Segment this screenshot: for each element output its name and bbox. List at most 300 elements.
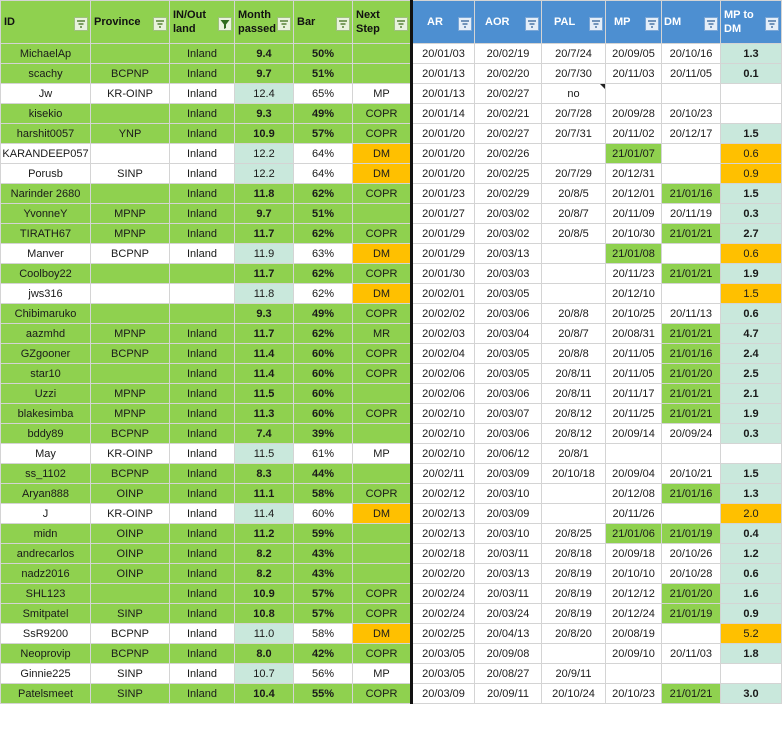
cell-aor[interactable]: 20/03/05 bbox=[475, 344, 542, 364]
cell-mp[interactable]: 20/08/19 bbox=[606, 624, 662, 644]
filter-active-icon[interactable] bbox=[218, 17, 232, 31]
cell-id[interactable]: Narinder 2680 bbox=[1, 184, 91, 204]
cell-mpdm[interactable]: 3.0 bbox=[721, 684, 782, 704]
cell-province[interactable]: SINP bbox=[91, 164, 170, 184]
cell-inout[interactable]: Inland bbox=[170, 464, 235, 484]
cell-ar[interactable]: 20/02/06 bbox=[412, 364, 475, 384]
cell-bar[interactable]: 39% bbox=[294, 424, 353, 444]
cell-pal[interactable]: 20/8/8 bbox=[542, 304, 606, 324]
cell-bar[interactable]: 62% bbox=[294, 184, 353, 204]
cell-month[interactable]: 12.2 bbox=[235, 144, 294, 164]
cell-ar[interactable]: 20/02/13 bbox=[412, 504, 475, 524]
cell-pal[interactable]: 20/7/28 bbox=[542, 104, 606, 124]
cell-pal[interactable]: 20/8/11 bbox=[542, 384, 606, 404]
cell-inout[interactable]: Inland bbox=[170, 404, 235, 424]
cell-id[interactable]: TIRATH67 bbox=[1, 224, 91, 244]
cell-mp[interactable]: 21/01/07 bbox=[606, 144, 662, 164]
cell-mp[interactable]: 20/12/24 bbox=[606, 604, 662, 624]
cell-next[interactable] bbox=[353, 464, 412, 484]
cell-aor[interactable]: 20/09/08 bbox=[475, 644, 542, 664]
cell-aor[interactable]: 20/02/20 bbox=[475, 64, 542, 84]
column-header-inout[interactable] bbox=[170, 1, 235, 44]
cell-dm[interactable]: 21/01/16 bbox=[662, 344, 721, 364]
cell-month[interactable]: 9.4 bbox=[235, 44, 294, 64]
column-header-pal[interactable] bbox=[542, 1, 606, 44]
cell-inout[interactable]: Inland bbox=[170, 84, 235, 104]
cell-bar[interactable]: 57% bbox=[294, 604, 353, 624]
cell-bar[interactable]: 60% bbox=[294, 404, 353, 424]
filter-dropdown-icon[interactable] bbox=[458, 17, 472, 31]
cell-bar[interactable]: 57% bbox=[294, 124, 353, 144]
cell-id[interactable]: Coolboy22 bbox=[1, 264, 91, 284]
cell-ar[interactable]: 20/02/03 bbox=[412, 324, 475, 344]
cell-dm[interactable]: 20/10/16 bbox=[662, 44, 721, 64]
cell-next[interactable]: COPR bbox=[353, 224, 412, 244]
cell-mp[interactable]: 20/11/05 bbox=[606, 344, 662, 364]
cell-province[interactable]: KR-OINP bbox=[91, 444, 170, 464]
cell-ar[interactable]: 20/01/03 bbox=[412, 44, 475, 64]
cell-dm[interactable] bbox=[662, 504, 721, 524]
cell-bar[interactable]: 57% bbox=[294, 584, 353, 604]
cell-month[interactable]: 11.0 bbox=[235, 624, 294, 644]
cell-dm[interactable] bbox=[662, 664, 721, 684]
cell-mp[interactable]: 20/11/23 bbox=[606, 264, 662, 284]
cell-aor[interactable]: 20/03/02 bbox=[475, 224, 542, 244]
cell-mpdm[interactable]: 2.1 bbox=[721, 384, 782, 404]
cell-month[interactable]: 11.5 bbox=[235, 444, 294, 464]
cell-aor[interactable]: 20/02/21 bbox=[475, 104, 542, 124]
cell-id[interactable]: YvonneY bbox=[1, 204, 91, 224]
cell-aor[interactable]: 20/03/06 bbox=[475, 384, 542, 404]
cell-bar[interactable]: 60% bbox=[294, 504, 353, 524]
cell-id[interactable]: Aryan888 bbox=[1, 484, 91, 504]
cell-dm[interactable]: 21/01/21 bbox=[662, 384, 721, 404]
cell-month[interactable]: 9.3 bbox=[235, 304, 294, 324]
cell-aor[interactable]: 20/02/27 bbox=[475, 124, 542, 144]
cell-inout[interactable]: Inland bbox=[170, 144, 235, 164]
cell-next[interactable]: DM bbox=[353, 624, 412, 644]
cell-inout[interactable]: Inland bbox=[170, 64, 235, 84]
cell-dm[interactable] bbox=[662, 284, 721, 304]
cell-next[interactable]: MR bbox=[353, 324, 412, 344]
cell-next[interactable] bbox=[353, 524, 412, 544]
cell-inout[interactable]: Inland bbox=[170, 624, 235, 644]
cell-ar[interactable]: 20/02/24 bbox=[412, 604, 475, 624]
cell-mp[interactable]: 20/10/25 bbox=[606, 304, 662, 324]
cell-mp[interactable]: 20/11/17 bbox=[606, 384, 662, 404]
cell-id[interactable]: ss_1102 bbox=[1, 464, 91, 484]
cell-aor[interactable]: 20/06/12 bbox=[475, 444, 542, 464]
cell-aor[interactable]: 20/03/05 bbox=[475, 364, 542, 384]
cell-mpdm[interactable]: 0.6 bbox=[721, 304, 782, 324]
cell-mp[interactable]: 21/01/08 bbox=[606, 244, 662, 264]
cell-month[interactable]: 10.9 bbox=[235, 124, 294, 144]
cell-next[interactable] bbox=[353, 424, 412, 444]
cell-mp[interactable]: 20/12/12 bbox=[606, 584, 662, 604]
cell-dm[interactable]: 21/01/21 bbox=[662, 684, 721, 704]
cell-mpdm[interactable]: 0.3 bbox=[721, 204, 782, 224]
cell-mpdm[interactable]: 1.5 bbox=[721, 124, 782, 144]
cell-next[interactable]: COPR bbox=[353, 124, 412, 144]
cell-inout[interactable]: Inland bbox=[170, 244, 235, 264]
cell-pal[interactable]: 20/8/5 bbox=[542, 224, 606, 244]
column-header-id[interactable] bbox=[1, 1, 91, 44]
cell-mpdm[interactable]: 2.7 bbox=[721, 224, 782, 244]
cell-mp[interactable]: 20/09/28 bbox=[606, 104, 662, 124]
cell-next[interactable]: DM bbox=[353, 244, 412, 264]
column-header-month[interactable] bbox=[235, 1, 294, 44]
cell-ar[interactable]: 20/02/11 bbox=[412, 464, 475, 484]
cell-province[interactable]: BCPNP bbox=[91, 644, 170, 664]
cell-month[interactable]: 8.0 bbox=[235, 644, 294, 664]
cell-bar[interactable]: 50% bbox=[294, 44, 353, 64]
cell-bar[interactable]: 62% bbox=[294, 324, 353, 344]
cell-aor[interactable]: 20/03/11 bbox=[475, 584, 542, 604]
column-header-dm[interactable] bbox=[662, 1, 721, 44]
column-header-bar[interactable] bbox=[294, 1, 353, 44]
cell-id[interactable]: KARANDEEP057 bbox=[1, 144, 91, 164]
cell-next[interactable] bbox=[353, 44, 412, 64]
cell-id[interactable]: aazmhd bbox=[1, 324, 91, 344]
cell-ar[interactable]: 20/02/13 bbox=[412, 524, 475, 544]
cell-bar[interactable]: 64% bbox=[294, 164, 353, 184]
cell-ar[interactable]: 20/01/13 bbox=[412, 84, 475, 104]
cell-dm[interactable]: 20/10/26 bbox=[662, 544, 721, 564]
cell-id[interactable]: SHL123 bbox=[1, 584, 91, 604]
filter-dropdown-icon[interactable] bbox=[153, 17, 167, 31]
cell-dm[interactable]: 20/12/17 bbox=[662, 124, 721, 144]
cell-month[interactable]: 7.4 bbox=[235, 424, 294, 444]
cell-inout[interactable] bbox=[170, 284, 235, 304]
cell-pal[interactable]: 20/8/19 bbox=[542, 584, 606, 604]
cell-mpdm[interactable]: 2.4 bbox=[721, 344, 782, 364]
cell-province[interactable]: BCPNP bbox=[91, 344, 170, 364]
cell-ar[interactable]: 20/02/10 bbox=[412, 444, 475, 464]
cell-inout[interactable] bbox=[170, 304, 235, 324]
cell-province[interactable]: YNP bbox=[91, 124, 170, 144]
cell-bar[interactable]: 43% bbox=[294, 544, 353, 564]
cell-aor[interactable]: 20/03/13 bbox=[475, 244, 542, 264]
cell-dm[interactable] bbox=[662, 444, 721, 464]
cell-province[interactable] bbox=[91, 264, 170, 284]
cell-mp[interactable]: 20/11/05 bbox=[606, 364, 662, 384]
cell-mpdm[interactable]: 1.5 bbox=[721, 184, 782, 204]
cell-inout[interactable]: Inland bbox=[170, 124, 235, 144]
cell-mp[interactable]: 20/10/10 bbox=[606, 564, 662, 584]
filter-dropdown-icon[interactable] bbox=[765, 17, 779, 31]
cell-aor[interactable]: 20/03/09 bbox=[475, 504, 542, 524]
cell-ar[interactable]: 20/01/27 bbox=[412, 204, 475, 224]
filter-dropdown-icon[interactable] bbox=[645, 17, 659, 31]
cell-id[interactable]: star10 bbox=[1, 364, 91, 384]
cell-mp[interactable]: 21/01/06 bbox=[606, 524, 662, 544]
cell-mp[interactable] bbox=[606, 84, 662, 104]
cell-next[interactable]: DM bbox=[353, 144, 412, 164]
cell-aor[interactable]: 20/08/27 bbox=[475, 664, 542, 684]
filter-dropdown-icon[interactable] bbox=[277, 17, 291, 31]
cell-inout[interactable]: Inland bbox=[170, 324, 235, 344]
cell-ar[interactable]: 20/02/12 bbox=[412, 484, 475, 504]
cell-dm[interactable]: 20/11/13 bbox=[662, 304, 721, 324]
cell-pal[interactable]: 20/8/12 bbox=[542, 404, 606, 424]
cell-inout[interactable]: Inland bbox=[170, 344, 235, 364]
cell-aor[interactable]: 20/03/10 bbox=[475, 484, 542, 504]
cell-pal[interactable] bbox=[542, 144, 606, 164]
cell-month[interactable]: 11.4 bbox=[235, 504, 294, 524]
cell-mpdm[interactable]: 0.6 bbox=[721, 564, 782, 584]
cell-pal[interactable] bbox=[542, 244, 606, 264]
cell-mpdm[interactable]: 0.9 bbox=[721, 604, 782, 624]
cell-id[interactable]: Uzzi bbox=[1, 384, 91, 404]
cell-next[interactable]: COPR bbox=[353, 404, 412, 424]
cell-mpdm[interactable]: 5.2 bbox=[721, 624, 782, 644]
cell-next[interactable]: DM bbox=[353, 164, 412, 184]
cell-dm[interactable] bbox=[662, 244, 721, 264]
cell-aor[interactable]: 20/03/11 bbox=[475, 544, 542, 564]
cell-id[interactable]: midn bbox=[1, 524, 91, 544]
cell-month[interactable]: 11.7 bbox=[235, 224, 294, 244]
cell-dm[interactable]: 21/01/20 bbox=[662, 584, 721, 604]
cell-dm[interactable]: 20/10/28 bbox=[662, 564, 721, 584]
cell-id[interactable]: Patelsmeet bbox=[1, 684, 91, 704]
cell-mpdm[interactable]: 2.0 bbox=[721, 504, 782, 524]
cell-ar[interactable]: 20/02/06 bbox=[412, 384, 475, 404]
cell-pal[interactable]: 20/8/19 bbox=[542, 604, 606, 624]
cell-dm[interactable]: 21/01/19 bbox=[662, 524, 721, 544]
cell-inout[interactable]: Inland bbox=[170, 44, 235, 64]
cell-province[interactable]: SINP bbox=[91, 604, 170, 624]
cell-pal[interactable]: 20/8/7 bbox=[542, 324, 606, 344]
cell-pal[interactable] bbox=[542, 264, 606, 284]
cell-province[interactable]: BCPNP bbox=[91, 464, 170, 484]
cell-mp[interactable]: 20/09/05 bbox=[606, 44, 662, 64]
cell-bar[interactable]: 63% bbox=[294, 244, 353, 264]
cell-bar[interactable]: 61% bbox=[294, 444, 353, 464]
cell-ar[interactable]: 20/03/05 bbox=[412, 644, 475, 664]
cell-inout[interactable]: Inland bbox=[170, 164, 235, 184]
cell-province[interactable]: MPNP bbox=[91, 204, 170, 224]
column-header-province[interactable] bbox=[91, 1, 170, 44]
cell-pal[interactable]: 20/8/20 bbox=[542, 624, 606, 644]
cell-inout[interactable]: Inland bbox=[170, 184, 235, 204]
cell-month[interactable]: 11.7 bbox=[235, 264, 294, 284]
cell-aor[interactable]: 20/03/04 bbox=[475, 324, 542, 344]
cell-province[interactable] bbox=[91, 144, 170, 164]
cell-next[interactable]: COPR bbox=[353, 344, 412, 364]
cell-ar[interactable]: 20/02/04 bbox=[412, 344, 475, 364]
cell-inout[interactable]: Inland bbox=[170, 104, 235, 124]
cell-mpdm[interactable]: 1.8 bbox=[721, 644, 782, 664]
cell-ar[interactable]: 20/02/18 bbox=[412, 544, 475, 564]
cell-inout[interactable]: Inland bbox=[170, 684, 235, 704]
cell-province[interactable] bbox=[91, 44, 170, 64]
cell-bar[interactable]: 49% bbox=[294, 104, 353, 124]
cell-mp[interactable]: 20/11/25 bbox=[606, 404, 662, 424]
cell-bar[interactable]: 60% bbox=[294, 364, 353, 384]
cell-id[interactable]: blakesimba bbox=[1, 404, 91, 424]
cell-mp[interactable] bbox=[606, 444, 662, 464]
cell-dm[interactable]: 21/01/19 bbox=[662, 604, 721, 624]
cell-mpdm[interactable]: 0.3 bbox=[721, 424, 782, 444]
cell-bar[interactable]: 51% bbox=[294, 64, 353, 84]
cell-pal[interactable] bbox=[542, 284, 606, 304]
cell-dm[interactable]: 20/11/03 bbox=[662, 644, 721, 664]
cell-aor[interactable]: 20/02/25 bbox=[475, 164, 542, 184]
cell-bar[interactable]: 64% bbox=[294, 144, 353, 164]
cell-pal[interactable]: 20/7/29 bbox=[542, 164, 606, 184]
cell-mpdm[interactable]: 1.3 bbox=[721, 44, 782, 64]
cell-mpdm[interactable] bbox=[721, 444, 782, 464]
filter-dropdown-icon[interactable] bbox=[74, 17, 88, 31]
cell-bar[interactable]: 44% bbox=[294, 464, 353, 484]
cell-ar[interactable]: 20/01/13 bbox=[412, 64, 475, 84]
cell-mpdm[interactable]: 0.4 bbox=[721, 524, 782, 544]
cell-month[interactable]: 12.4 bbox=[235, 84, 294, 104]
cell-mpdm[interactable]: 1.2 bbox=[721, 544, 782, 564]
cell-month[interactable]: 11.4 bbox=[235, 364, 294, 384]
cell-inout[interactable]: Inland bbox=[170, 584, 235, 604]
cell-mpdm[interactable]: 4.7 bbox=[721, 324, 782, 344]
cell-pal[interactable]: 20/7/30 bbox=[542, 64, 606, 84]
cell-next[interactable]: MP bbox=[353, 84, 412, 104]
cell-mpdm[interactable]: 0.6 bbox=[721, 144, 782, 164]
cell-next[interactable]: COPR bbox=[353, 364, 412, 384]
cell-bar[interactable]: 55% bbox=[294, 684, 353, 704]
cell-province[interactable]: MPNP bbox=[91, 224, 170, 244]
cell-month[interactable]: 11.9 bbox=[235, 244, 294, 264]
cell-aor[interactable]: 20/04/13 bbox=[475, 624, 542, 644]
cell-ar[interactable]: 20/02/25 bbox=[412, 624, 475, 644]
cell-aor[interactable]: 20/03/07 bbox=[475, 404, 542, 424]
cell-mpdm[interactable]: 1.5 bbox=[721, 464, 782, 484]
cell-dm[interactable]: 20/11/05 bbox=[662, 64, 721, 84]
cell-province[interactable] bbox=[91, 184, 170, 204]
cell-ar[interactable]: 20/01/29 bbox=[412, 224, 475, 244]
cell-mpdm[interactable]: 2.5 bbox=[721, 364, 782, 384]
cell-next[interactable]: COPR bbox=[353, 264, 412, 284]
cell-mpdm[interactable]: 1.3 bbox=[721, 484, 782, 504]
cell-ar[interactable]: 20/01/30 bbox=[412, 264, 475, 284]
cell-next[interactable] bbox=[353, 384, 412, 404]
cell-month[interactable]: 11.3 bbox=[235, 404, 294, 424]
column-header-mp-to-dm[interactable] bbox=[721, 1, 782, 44]
cell-next[interactable]: COPR bbox=[353, 104, 412, 124]
cell-province[interactable]: MPNP bbox=[91, 404, 170, 424]
cell-bar[interactable]: 58% bbox=[294, 484, 353, 504]
cell-id[interactable]: May bbox=[1, 444, 91, 464]
cell-month[interactable]: 11.4 bbox=[235, 344, 294, 364]
cell-inout[interactable]: Inland bbox=[170, 364, 235, 384]
cell-aor[interactable]: 20/03/06 bbox=[475, 304, 542, 324]
cell-ar[interactable]: 20/02/02 bbox=[412, 304, 475, 324]
cell-month[interactable]: 8.2 bbox=[235, 564, 294, 584]
cell-pal[interactable]: 20/8/7 bbox=[542, 204, 606, 224]
cell-mp[interactable]: 20/09/10 bbox=[606, 644, 662, 664]
cell-province[interactable] bbox=[91, 284, 170, 304]
cell-dm[interactable]: 21/01/16 bbox=[662, 484, 721, 504]
filter-dropdown-icon[interactable] bbox=[525, 17, 539, 31]
cell-inout[interactable]: Inland bbox=[170, 424, 235, 444]
cell-aor[interactable]: 20/02/29 bbox=[475, 184, 542, 204]
cell-bar[interactable]: 60% bbox=[294, 344, 353, 364]
cell-dm[interactable]: 21/01/21 bbox=[662, 224, 721, 244]
cell-ar[interactable]: 20/03/05 bbox=[412, 664, 475, 684]
cell-mp[interactable]: 20/09/04 bbox=[606, 464, 662, 484]
column-header-mp[interactable] bbox=[606, 1, 662, 44]
cell-ar[interactable]: 20/02/10 bbox=[412, 424, 475, 444]
cell-aor[interactable]: 20/03/24 bbox=[475, 604, 542, 624]
cell-province[interactable]: BCPNP bbox=[91, 64, 170, 84]
cell-inout[interactable]: Inland bbox=[170, 204, 235, 224]
cell-pal[interactable]: 20/8/18 bbox=[542, 544, 606, 564]
column-header-next-step[interactable] bbox=[353, 1, 412, 44]
cell-inout[interactable]: Inland bbox=[170, 524, 235, 544]
cell-bar[interactable]: 60% bbox=[294, 384, 353, 404]
cell-ar[interactable]: 20/01/20 bbox=[412, 164, 475, 184]
cell-id[interactable]: MichaelAp bbox=[1, 44, 91, 64]
cell-inout[interactable]: Inland bbox=[170, 564, 235, 584]
cell-mp[interactable]: 20/11/26 bbox=[606, 504, 662, 524]
cell-province[interactable]: BCPNP bbox=[91, 424, 170, 444]
cell-pal[interactable] bbox=[542, 644, 606, 664]
cell-mpdm[interactable] bbox=[721, 84, 782, 104]
column-header-aor[interactable] bbox=[475, 1, 542, 44]
cell-dm[interactable]: 21/01/21 bbox=[662, 324, 721, 344]
cell-inout[interactable]: Inland bbox=[170, 604, 235, 624]
cell-mpdm[interactable]: 1.9 bbox=[721, 264, 782, 284]
cell-inout[interactable]: Inland bbox=[170, 544, 235, 564]
cell-mp[interactable]: 20/12/01 bbox=[606, 184, 662, 204]
cell-id[interactable]: kisekio bbox=[1, 104, 91, 124]
cell-dm[interactable]: 20/10/23 bbox=[662, 104, 721, 124]
cell-province[interactable]: OINP bbox=[91, 484, 170, 504]
cell-id[interactable]: Ginnie225 bbox=[1, 664, 91, 684]
cell-month[interactable]: 8.3 bbox=[235, 464, 294, 484]
cell-next[interactable]: COPR bbox=[353, 584, 412, 604]
cell-mp[interactable]: 20/10/30 bbox=[606, 224, 662, 244]
cell-bar[interactable]: 62% bbox=[294, 284, 353, 304]
cell-pal[interactable]: 20/8/5 bbox=[542, 184, 606, 204]
cell-id[interactable]: scachy bbox=[1, 64, 91, 84]
cell-month[interactable]: 10.9 bbox=[235, 584, 294, 604]
cell-aor[interactable]: 20/03/02 bbox=[475, 204, 542, 224]
cell-bar[interactable]: 49% bbox=[294, 304, 353, 324]
cell-ar[interactable]: 20/01/20 bbox=[412, 144, 475, 164]
cell-next[interactable]: MP bbox=[353, 664, 412, 684]
cell-pal[interactable]: 20/10/24 bbox=[542, 684, 606, 704]
cell-pal[interactable]: 20/9/11 bbox=[542, 664, 606, 684]
cell-month[interactable]: 11.5 bbox=[235, 384, 294, 404]
cell-inout[interactable]: Inland bbox=[170, 384, 235, 404]
cell-mpdm[interactable]: 1.6 bbox=[721, 584, 782, 604]
cell-aor[interactable]: 20/02/19 bbox=[475, 44, 542, 64]
cell-id[interactable]: Neoprovip bbox=[1, 644, 91, 664]
cell-mp[interactable]: 20/08/31 bbox=[606, 324, 662, 344]
cell-province[interactable]: OINP bbox=[91, 564, 170, 584]
cell-mpdm[interactable]: 1.9 bbox=[721, 404, 782, 424]
cell-mpdm[interactable] bbox=[721, 664, 782, 684]
cell-id[interactable]: nadz2016 bbox=[1, 564, 91, 584]
cell-aor[interactable]: 20/03/13 bbox=[475, 564, 542, 584]
cell-aor[interactable]: 20/09/11 bbox=[475, 684, 542, 704]
cell-dm[interactable]: 20/09/24 bbox=[662, 424, 721, 444]
cell-ar[interactable]: 20/01/20 bbox=[412, 124, 475, 144]
cell-province[interactable] bbox=[91, 584, 170, 604]
cell-inout[interactable] bbox=[170, 264, 235, 284]
cell-ar[interactable]: 20/01/23 bbox=[412, 184, 475, 204]
cell-pal[interactable] bbox=[542, 484, 606, 504]
cell-pal[interactable]: 20/8/12 bbox=[542, 424, 606, 444]
